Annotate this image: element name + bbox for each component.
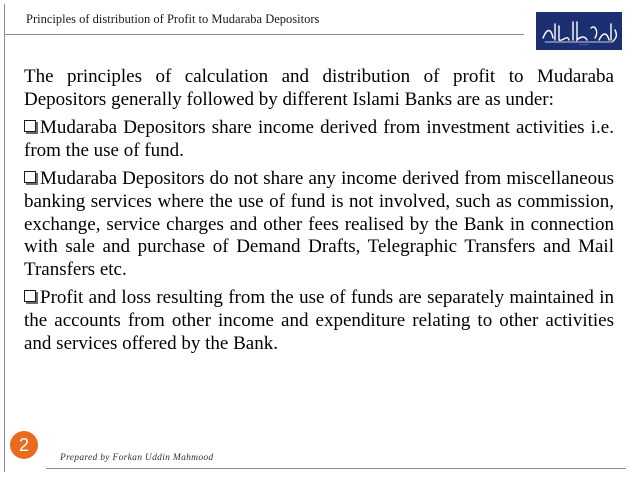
bullet-item: [24, 287, 614, 355]
checkbox-bullet-icon: [24, 290, 36, 302]
header-divider: [4, 34, 524, 35]
footer-divider: [46, 468, 626, 469]
calligraphy-icon: [537, 14, 621, 48]
slide-header-title: Principles of distribution of Profit to Mudaraba Depositors: [26, 12, 320, 26]
intro-paragraph: The principles of calculation and distribution of profit to Mudaraba Depositors generally followed by different Islami Banks are as under:: [24, 66, 614, 110]
slide-body: [24, 66, 614, 361]
bullet-text: Mudaraba Depositors do not share any income derived from miscellaneous banking services where the use of fund is not involved, such as commission, exchange, service charges and other fees realised by the Bank in connection with sale and purchase of Demand Drafts, Telegraphic Transfers and Mail Transfers etc.: [24, 168, 614, 280]
slide-number-badge: 2: [10, 431, 38, 459]
checkbox-bullet-icon: [24, 120, 36, 132]
checkbox-bullet-icon: [24, 171, 36, 183]
logo-text: بسم الله الرحمن الرحيم: [579, 45, 589, 46]
bullet-item: [24, 168, 614, 281]
footer-author: Prepared by Forkan Uddin Mahmood: [60, 453, 214, 463]
bullet-item: [24, 117, 614, 162]
bismillah-calligraphy-logo: [536, 12, 622, 50]
bullet-text: Profit and loss resulting from the use of funds are separately maintained in the accounts from other income and expenditure relating to other activities and services offered by the Bank.: [24, 287, 614, 354]
bullet-text: Mudaraba Depositors share income derived from investment activities i.e. from the use of fund.: [24, 117, 614, 161]
